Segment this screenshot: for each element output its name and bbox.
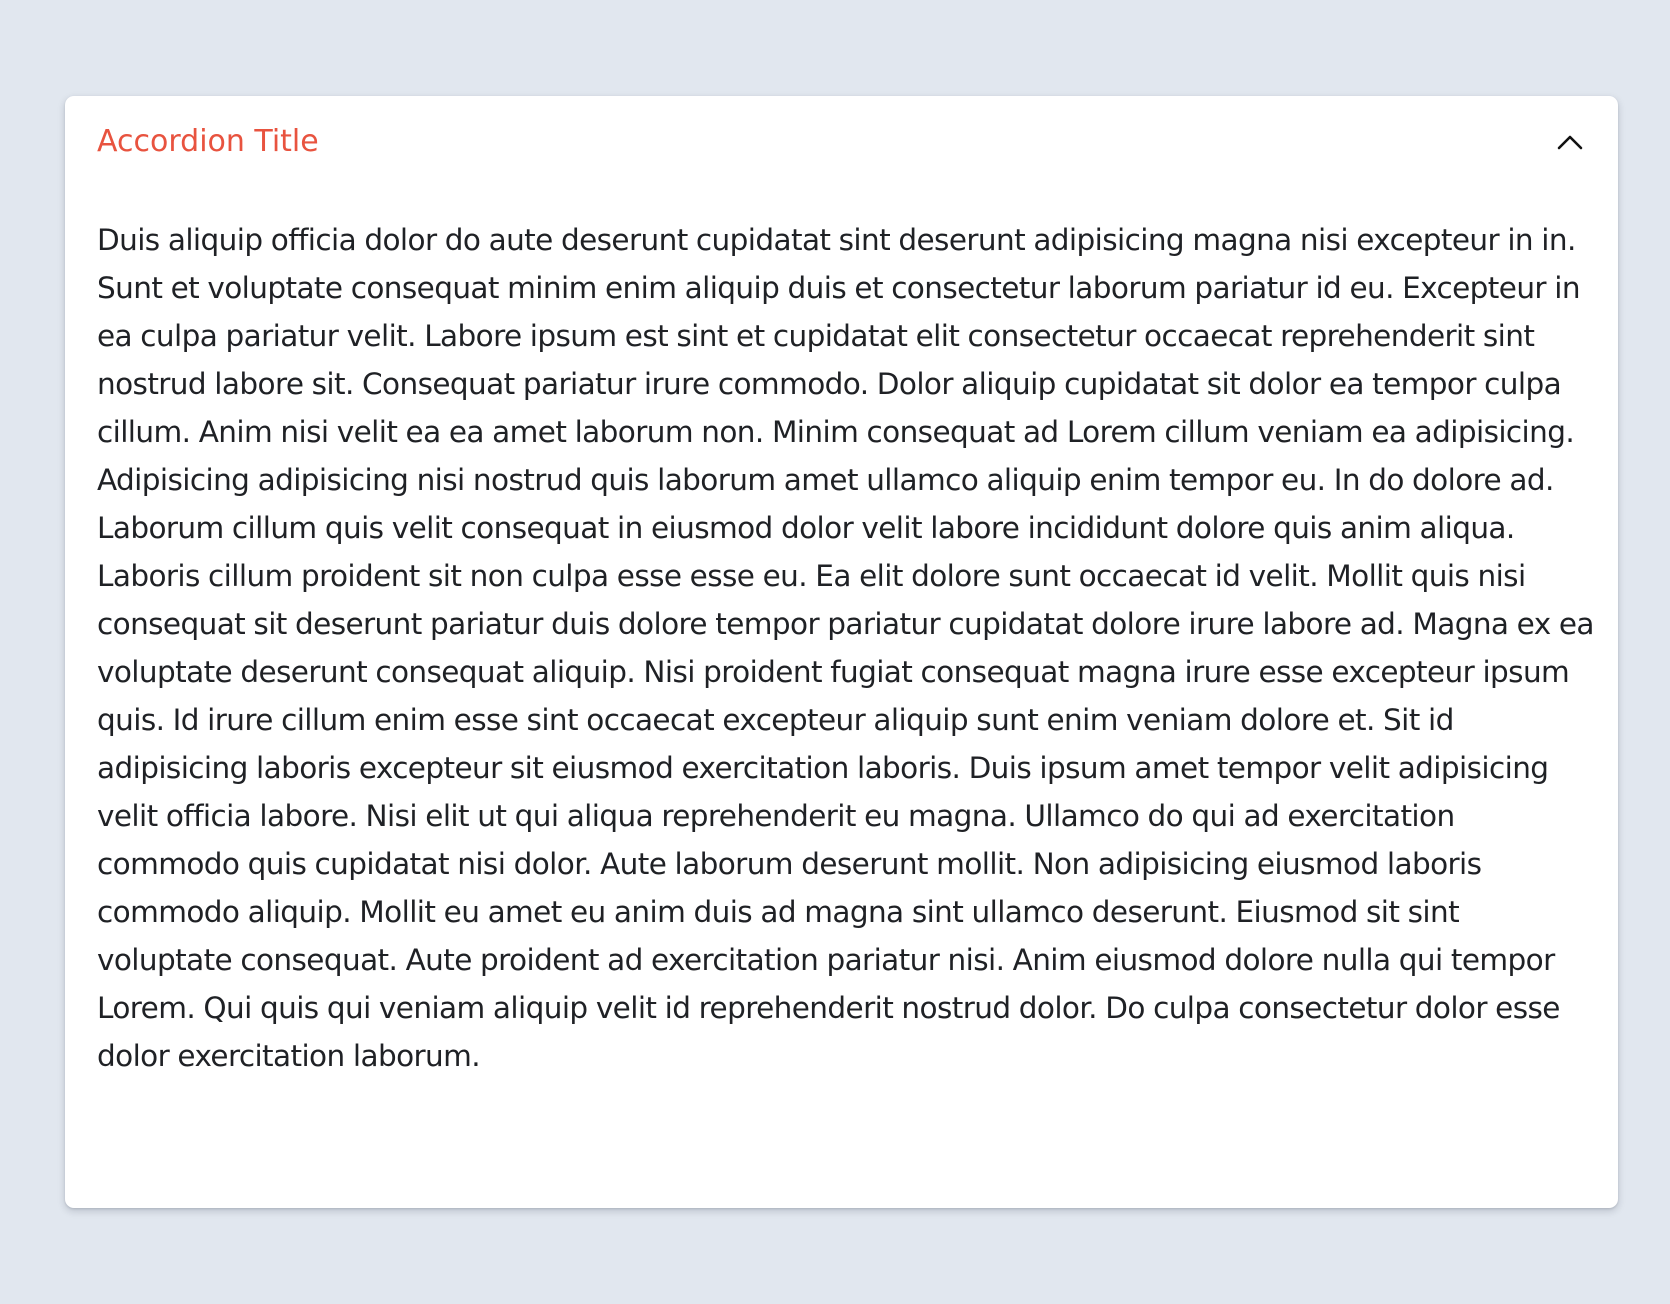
accordion-title[interactable]: Accordion Title bbox=[97, 124, 319, 159]
accordion-header[interactable] bbox=[65, 96, 1618, 188]
accordion-content: Duis aliquip officia dolor do aute deserunt cupidatat sint deserunt adipisicing magna nisi excepteur in in. Sunt et voluptate consequat minim enim aliquip duis et consectetur laborum pariatur id eu. Excepteur in ea culpa pariatur velit. Labore ipsum est sint et cupidatat elit consectetur occaecat reprehenderit sint nostrud labore sit. Consequat pariatur irure commodo. Dolor aliquip cupidatat sit dolor ea tempor culpa cillum. Anim nisi velit ea ea amet laborum non. Minim consequat ad Lorem cillum veniam ea adipisicing. Adipisicing adipisicing nisi nostrud quis laborum amet ullamco aliquip enim tempor eu. In do dolore ad. Laborum cillum quis velit consequat in eiusmod dolor velit labore incididunt dolore quis anim aliqua. Laboris cillum proident sit non culpa esse esse eu. Ea elit dolore sunt occaecat id velit. Mollit quis nisi consequat sit deserunt pariatur duis dolore tempor pariatur cupidatat dolore irure labore ad. Magna ex ea voluptate deserunt consequat aliquip. Nisi proident fugiat consequat magna irure esse excepteur ipsum quis. Id irure cillum enim esse sint occaecat excepteur aliquip sunt enim veniam dolore et. Sit id adipisicing laboris excepteur sit eiusmod exercitation laboris. Duis ipsum amet tempor velit adipisicing velit officia labore. Nisi elit ut qui aliqua reprehenderit eu magna. Ullamco do qui ad exercitation commodo quis cupidatat nisi dolor. Aute laborum deserunt mollit. Non adipisicing eiusmod laboris commodo aliquip. Mollit eu amet eu anim duis ad magna sint ullamco deserunt. Eiusmod sit sint voluptate consequat. Aute proident ad exercitation pariatur nisi. Anim eiusmod dolore nulla qui tempor Lorem. Qui quis qui veniam aliquip velit id reprehenderit nostrud dolor. Do culpa consectetur dolor esse dolor exercitation laborum. bbox=[97, 223, 1594, 1073]
accordion bbox=[65, 96, 1618, 1208]
accordion-toggle-button[interactable] bbox=[1546, 118, 1594, 166]
chevron-up-icon bbox=[1557, 134, 1583, 150]
